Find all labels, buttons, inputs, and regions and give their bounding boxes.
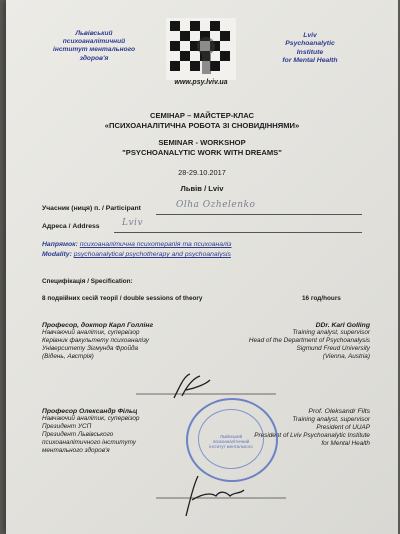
- address-value: Lviv: [122, 218, 144, 228]
- filts-ua-line: психоаналітичного інституту: [42, 439, 136, 446]
- stamp-line: інститут ментального: [209, 444, 253, 450]
- institute-en-line: Psychoanalytic: [285, 40, 335, 48]
- filts-ua-line: Президент Львівського: [42, 431, 114, 438]
- stamp-text: [207, 434, 255, 450]
- seminar-city: Львів / Lviv: [180, 184, 224, 193]
- institute-ua-line: Львівський: [75, 30, 113, 37]
- institute-en-line: for Mental Health: [282, 56, 338, 64]
- modality-label: Modality: [42, 251, 70, 258]
- participant-name: Olha Ozhelenko: [176, 200, 256, 210]
- direction-value: психоаналітична психотерапія та психоаналіз: [79, 241, 232, 248]
- golling-ua-block: [42, 322, 212, 361]
- filts-en-line: President of UUAP: [316, 424, 370, 431]
- address-line: [114, 232, 362, 233]
- institute-name-ua: [42, 30, 146, 63]
- filts-ua-line: Навчаючий аналітик, супервізор: [42, 415, 140, 422]
- filts-signature: [156, 470, 296, 522]
- modality-row: [42, 251, 372, 258]
- golling-en-line: Head of the Department of Psychoanalysis: [248, 337, 370, 344]
- golling-en-name: DDr. Karl Golling: [315, 322, 370, 329]
- filts-ua-line: ментального здоров'я: [42, 447, 110, 454]
- filts-en-line: for Mental Health: [321, 440, 370, 447]
- filts-ua-name: Професор Олександр Фільц: [42, 408, 138, 415]
- seminar-type-ua: СЕМІНАР – МАЙСТЕР-КЛАС: [149, 111, 255, 120]
- direction-colon: :: [75, 241, 78, 248]
- golling-signature: [136, 372, 286, 402]
- golling-ua-line: Керівник факультету психоаналізу: [42, 337, 149, 344]
- golling-en-line: Sigmund Freud University: [296, 345, 370, 352]
- address-label: Адреса / Address: [42, 223, 100, 230]
- seminar-dates: 28-29.10.2017: [178, 168, 226, 177]
- participant-label: Учасник (ниця) п. / Participant: [42, 205, 141, 212]
- filts-en-line: President of Lviv Psychoanalytic Institute: [254, 432, 370, 439]
- golling-en-block: [202, 322, 370, 361]
- institute-ua-line: здоров'я: [79, 54, 109, 62]
- institute-ua-line: інститут ментального: [53, 46, 135, 54]
- institute-name-en: [268, 32, 352, 65]
- seminar-title-en: "PSYCHOANALYTIC WORK WITH DREAMS": [122, 148, 282, 157]
- sessions-text: 8 подвійних сесій теорії / double sessions of theory: [42, 295, 203, 302]
- seminar-type-en: SEMINAR - WORKSHOP: [158, 138, 246, 147]
- modality-value: psychoanalytical psychotherapy and psychoanalysis: [73, 251, 231, 258]
- filts-ua-block: [42, 408, 192, 455]
- stamp-inner-ring: [198, 409, 264, 469]
- direction-row: [42, 241, 372, 248]
- participant-line: [156, 214, 362, 215]
- direction-label: Напрямок: [42, 241, 76, 248]
- modality-colon: :: [69, 251, 72, 258]
- golling-ua-line: Університету Зігмунда Фройда: [42, 345, 139, 352]
- golling-en-line: (Vienna, Austria): [322, 353, 370, 360]
- golling-ua-line: Навчаючий аналітик, супервізор: [42, 329, 140, 336]
- institute-ua-line: психоаналітичний: [62, 38, 126, 46]
- institute-en-line: Lviv: [303, 32, 317, 39]
- certificate-page: [6, 0, 398, 534]
- filts-en-name: Prof. Oleksandr Filts: [308, 408, 370, 415]
- stamp-line: Львівський: [219, 434, 243, 439]
- filts-ua-line: Президент УСП: [42, 423, 92, 430]
- golling-ua-name: Професор, доктор Карл Голлінг: [42, 322, 154, 329]
- golling-en-line: Training analyst, supervisor: [292, 329, 370, 336]
- specification-label: Специфікація / Specification:: [42, 278, 133, 285]
- stamp-line: психоаналітичний: [212, 439, 250, 445]
- institute-en-line: Institute: [296, 48, 324, 56]
- golling-ua-line: (Відень, Австрія): [42, 353, 94, 360]
- hours-text: 16 год/hours: [302, 295, 341, 302]
- institute-logo: [166, 18, 236, 80]
- website-url: www.psy.lviv.ua: [174, 79, 228, 86]
- filts-en-line: Training analyst, supervisor: [292, 416, 370, 423]
- seminar-title-ua: «ПСИХОАНАЛІТИЧНА РОБОТА ЗІ СНОВИДІННЯМИ»: [104, 121, 300, 130]
